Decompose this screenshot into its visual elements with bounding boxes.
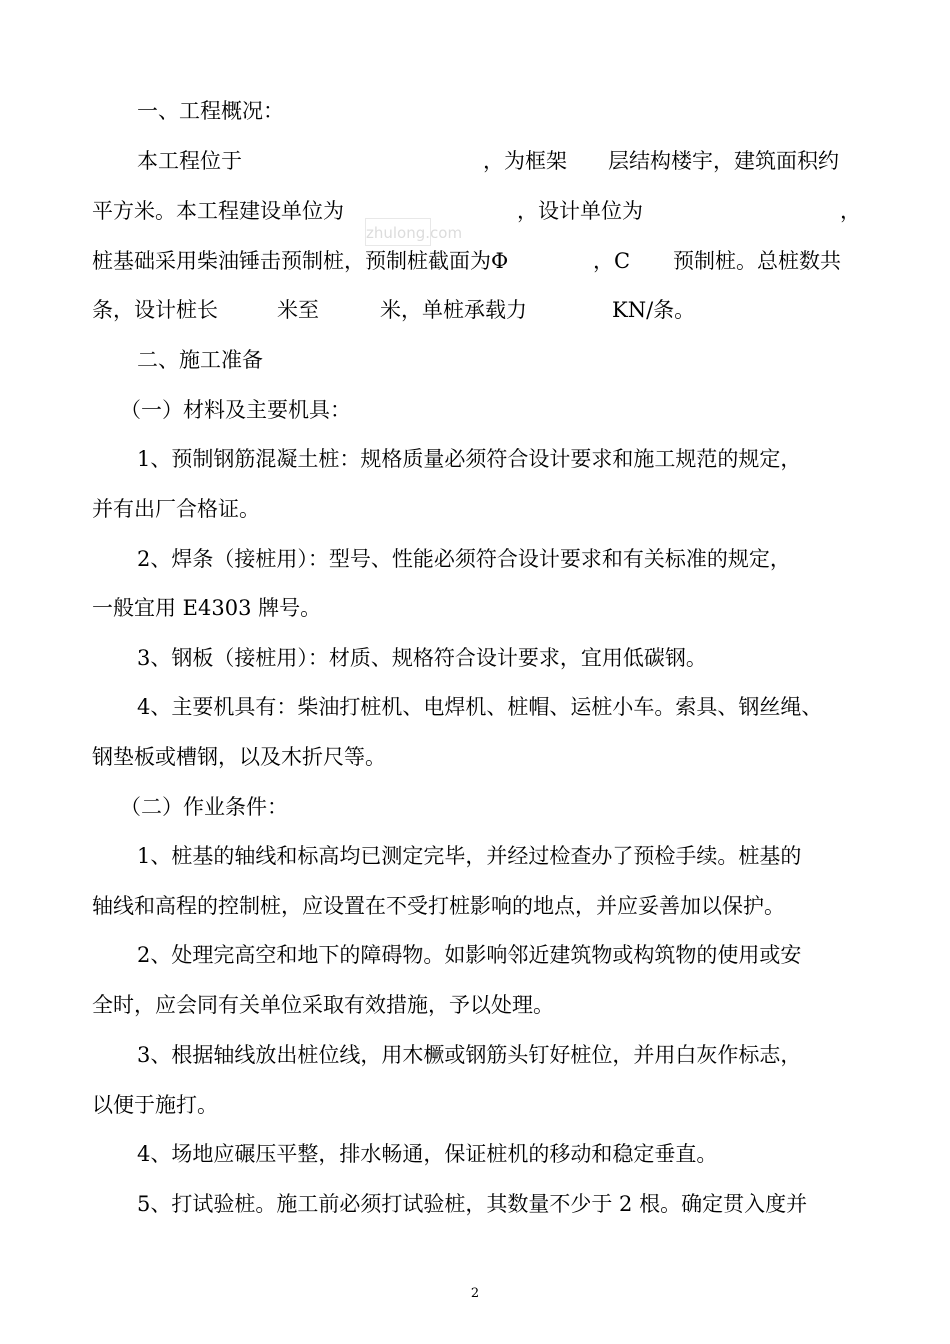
paragraph-line: 5、打试验桩。施工前必须打试验桩，其数量不少于 2 根。确定贯入度并	[137, 1192, 808, 1216]
paragraph-line: 4、场地应碾压平整，排水畅通，保证桩机的移动和稳定垂直。	[137, 1142, 718, 1166]
text-segment: 米至	[277, 298, 319, 322]
paragraph-line: 轴线和高程的控制桩，应设置在不受打桩影响的地点，并应妥善加以保护。	[92, 894, 785, 918]
text-segment: 条，设计桩长	[92, 298, 218, 322]
paragraph-line: 3、根据轴线放出桩位线，用木橛或钢筋头钉好桩位，并用白灰作标志，	[137, 1043, 802, 1067]
text-segment: 层结构楼宇，建筑面积约	[608, 149, 839, 173]
paragraph-line: 一般宜用 E4303 牌号。	[92, 596, 322, 620]
page-number: 2	[470, 1286, 480, 1301]
paragraph-line: 并有出厂合格证。	[92, 497, 260, 521]
paragraph-line: 3、钢板（接桩用）：材质、规格符合设计要求，宜用低碳钢。	[137, 646, 707, 670]
text-segment: 米，单桩承载力	[380, 298, 527, 322]
watermark-logo: zhulong.com	[365, 218, 431, 246]
subheading-materials: （一）材料及主要机具：	[120, 398, 351, 422]
subheading-work-conditions: （二）作业条件：	[120, 795, 288, 819]
text-segment: 预制桩。总桩数共	[673, 249, 841, 273]
paragraph-line: 钢垫板或槽钢，以及木折尺等。	[92, 745, 386, 769]
text-segment: ，设计单位为	[517, 199, 643, 223]
paragraph-line: 2、处理完高空和地下的障碍物。如影响邻近建筑物或构筑物的使用或安	[137, 943, 802, 967]
paragraph-line: 全时，应会同有关单位采取有效措施，予以处理。	[92, 993, 554, 1017]
paragraph-line: 4、主要机具有：柴油打桩机、电焊机、桩帽、运桩小车。索具、钢丝绳、	[137, 695, 823, 719]
heading-construction-prep: 二、施工准备	[137, 348, 263, 372]
paragraph-line: 2、焊条（接桩用）：型号、性能必须符合设计要求和有关标准的规定，	[137, 547, 791, 571]
paragraph-line: 1、预制钢筋混凝土桩：规格质量必须符合设计要求和施工规范的规定，	[137, 447, 802, 471]
text-segment: 本工程位于	[137, 149, 242, 173]
paragraph-line: 以便于施打。	[92, 1093, 218, 1117]
paragraph-line: 1、桩基的轴线和标高均已测定完毕，并经过检查办了预检手续。桩基的	[137, 844, 802, 868]
text-segment: KN/条。	[612, 298, 696, 322]
text-segment: ，	[840, 199, 861, 223]
text-segment: ，为框架	[483, 149, 567, 173]
text-segment: 平方米。本工程建设单位为	[92, 199, 344, 223]
heading-project-overview: 一、工程概况：	[137, 99, 284, 123]
text-segment: 桩基础采用柴油锤击预制桩，预制桩截面为Φ	[92, 249, 509, 273]
text-segment: ，C	[593, 249, 631, 273]
